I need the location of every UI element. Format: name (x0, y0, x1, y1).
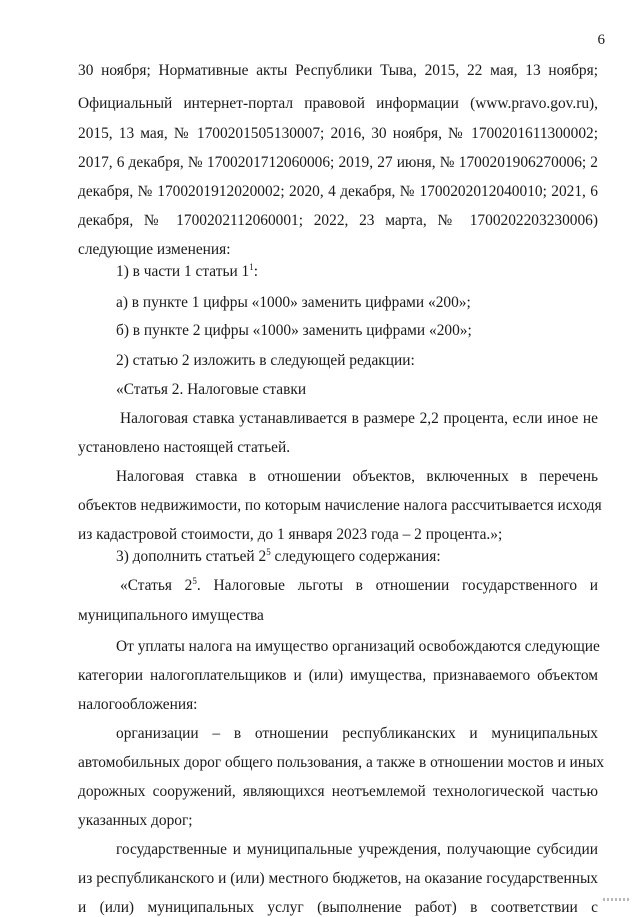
text-line: указанных дорог; (78, 812, 193, 829)
text-fragment: следующего содержания: (270, 548, 441, 565)
text-line: автомобильных дорог общего пользования, а также в отношении мостов и иных (78, 754, 605, 771)
text-line: налогообложения: (78, 696, 198, 713)
text-line: 30 ноября; Нормативные акты Республики Тыва, 2015, 22 мая, 13 ноября; (78, 62, 598, 79)
text-line: категории налогоплательщиков и (или) имущества, признаваемого объектом (78, 667, 598, 684)
text-line (78, 577, 598, 595)
text-line: Официальный интернет-портал правовой информации (www.pravo.gov.ru), (78, 95, 598, 112)
text-fragment: 3) дополнить статьей 2 (116, 548, 267, 565)
text-fragment: «Статья 2 (120, 577, 193, 594)
text-line (78, 263, 598, 281)
text-fragment: . Налоговые льготы в отношении государственного и (196, 577, 598, 594)
text-line: объектов недвижимости, по которым начисление налога рассчитывается исходя (78, 497, 602, 514)
text-line (78, 548, 598, 566)
text-line: а) в пункте 1 цифры «1000» заменить цифрами «200»; (116, 294, 471, 311)
superscript: 1 (249, 262, 254, 272)
text-line: «Статья 2. Налоговые ставки (116, 381, 307, 398)
text-line: дорожных сооружений, являющихся неотъемлемой технологической частью (78, 783, 598, 800)
text-line: из республиканского и (или) местного бюджетов, на оказание государственных (78, 870, 598, 887)
text-line: декабря, № 1700201912020002; 2020, 4 декабря, № 1700202012040010; 2021, 6 (78, 183, 598, 200)
text-line: муниципального имущества (78, 607, 264, 624)
text-line: б) в пункте 2 цифры «1000» заменить цифрами «200»; (116, 322, 472, 339)
superscript: 5 (192, 576, 197, 586)
text-line: Налоговая ставка устанавливается в размере 2,2 процента, если иное не (120, 410, 598, 427)
text-fragment: 1) в части 1 статьи 1 (116, 263, 250, 280)
text-line: установлено настоящей статьей. (78, 439, 291, 456)
text-line: декабря, № 1700202112060001; 2022, 23 марта, № 1700202203230006) (78, 212, 598, 229)
text-line: и (или) муниципальных услуг (выполнение работ) в соответствии с (78, 899, 598, 916)
text-fragment: : (253, 263, 259, 280)
text-line: организации – в отношении республиканских и муниципальных (116, 725, 598, 742)
text-line: следующие изменения: (78, 241, 231, 258)
text-line: 2) статью 2 изложить в следующей редакции: (116, 352, 415, 369)
text-line: 2015, 13 мая, № 1700201505130007; 2016, 30 ноября, № 1700201611300002; (78, 125, 598, 142)
scan-artifact (603, 898, 629, 901)
text-line: От уплаты налога на имущество организаций освобождаются следующие (116, 638, 600, 655)
text-line: государственные и муниципальные учреждения, получающие субсидии (116, 841, 598, 858)
superscript: 5 (266, 547, 271, 557)
text-line: Налоговая ставка в отношении объектов, включенных в перечень (116, 468, 598, 485)
text-line: из кадастровой стоимости, до 1 января 2023 года – 2 процента.»; (78, 526, 503, 543)
page-number: 6 (597, 32, 605, 48)
text-line: 2017, 6 декабря, № 1700201712060006; 2019, 27 июня, № 1700201906270006; 2 (78, 154, 598, 171)
